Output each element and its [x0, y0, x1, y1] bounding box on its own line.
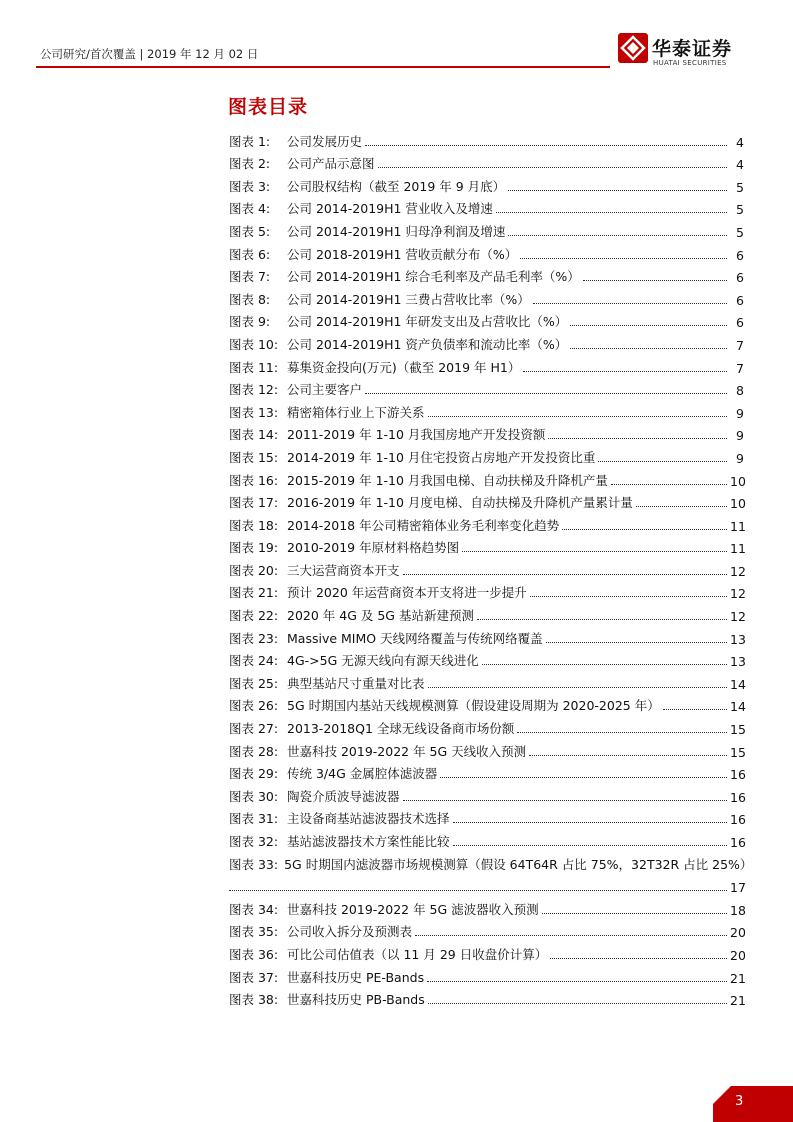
figure-title: 2011-2019 年 1-10 月我国房地产开发投资额	[287, 427, 546, 443]
figure-page: 12	[730, 586, 746, 602]
figure-title: 2013-2018Q1 全球无线设备商市场份额	[287, 721, 515, 737]
dot-leader	[428, 1003, 727, 1004]
figure-page: 20	[730, 925, 746, 941]
toc-row[interactable]	[229, 918, 744, 941]
toc-title: 图表目录	[228, 96, 309, 118]
toc-row[interactable]	[229, 601, 744, 624]
figure-label: 图表 22:	[229, 608, 279, 624]
figure-label: 图表 34:	[229, 901, 279, 917]
figure-page: 16	[730, 767, 746, 783]
dot-leader	[508, 235, 727, 236]
figure-title: 世嘉科技 2019-2022 年 5G 滤波器收入预测	[287, 901, 539, 917]
dot-leader	[403, 574, 727, 575]
dot-leader	[663, 709, 727, 710]
toc-row[interactable]	[229, 782, 744, 805]
page-number-tab	[713, 1086, 793, 1122]
figure-page: 9	[736, 405, 744, 421]
figure-page: 14	[730, 699, 746, 715]
figure-label: 图表 10:	[229, 336, 279, 352]
figure-label: 图表 19:	[229, 540, 279, 556]
figure-label: 图表 36:	[229, 946, 279, 962]
toc-row[interactable]	[229, 940, 744, 963]
toc-row[interactable]	[229, 760, 744, 783]
figure-title: 2010-2019 年原材料格趋势图	[287, 540, 460, 556]
dot-leader	[482, 664, 727, 665]
figure-page: 10	[730, 473, 746, 489]
figure-label: 图表 8:	[229, 291, 271, 307]
toc-row[interactable]	[229, 285, 744, 308]
dot-leader	[428, 687, 727, 688]
figure-page: 16	[730, 835, 746, 850]
figure-label: 图表 1:	[229, 133, 271, 149]
figure-page: 5	[736, 179, 744, 195]
figure-label: 图表 35:	[229, 924, 279, 940]
figure-title: 5G 时期国内基站天线规模测算（假设建设周期为 2020-2025 年）	[287, 698, 660, 714]
figure-title: 世嘉科技历史 PE-Bands	[287, 969, 425, 985]
figure-page: 16	[730, 812, 746, 828]
figure-label: 图表 12:	[229, 382, 279, 398]
figure-label: 图表 24:	[229, 653, 279, 669]
huatai-logo	[618, 33, 758, 71]
figure-label: 图表 32:	[229, 834, 279, 849]
dot-leader	[496, 212, 727, 213]
figure-title: 2015-2019 年 1-10 月我国电梯、自动扶梯及升降机产量	[287, 472, 608, 488]
toc-row[interactable]	[229, 895, 744, 918]
figure-page: 6	[736, 270, 744, 286]
dot-leader	[530, 596, 727, 597]
page-number: 3	[735, 1094, 744, 1109]
toc-row[interactable]	[229, 534, 744, 557]
figure-label: 图表 28:	[229, 743, 279, 759]
dot-leader	[427, 981, 727, 982]
figure-label: 图表 33:	[229, 856, 279, 872]
toc-row[interactable]	[229, 850, 753, 896]
dot-leader	[570, 348, 727, 349]
dot-leader	[453, 822, 727, 823]
figure-label: 图表 5:	[229, 223, 271, 239]
figure-title: 主设备商基站滤波器技术选择	[287, 811, 450, 827]
toc-row[interactable]	[229, 421, 744, 444]
figure-label: 图表 25:	[229, 675, 279, 691]
toc-row[interactable]	[229, 692, 744, 715]
toc-row[interactable]	[229, 172, 744, 195]
figure-label: 图表 13:	[229, 404, 279, 420]
figure-page: 13	[730, 654, 746, 670]
figure-label: 图表 23:	[229, 630, 279, 646]
figure-title: 公司股权结构（截至 2019 年 9 月底）	[287, 178, 506, 194]
toc-row[interactable]	[229, 217, 744, 240]
dot-leader	[517, 732, 727, 733]
figure-page: 18	[730, 902, 746, 918]
dot-leader	[229, 890, 727, 891]
toc-row[interactable]	[229, 624, 744, 647]
dot-leader	[550, 958, 727, 959]
figure-page: 13	[730, 631, 746, 647]
figure-label: 图表 38:	[229, 992, 279, 1008]
figure-page: 14	[730, 676, 746, 692]
figure-page: 21	[730, 993, 746, 1009]
figure-page: 12	[730, 563, 746, 579]
dot-leader	[365, 393, 727, 394]
dot-leader	[611, 484, 727, 485]
toc-row[interactable]	[229, 986, 744, 1009]
figure-page: 9	[736, 428, 744, 444]
dot-leader	[583, 280, 727, 281]
figure-title: Massive MIMO 天线网络覆盖与传统网络覆盖	[287, 630, 543, 646]
figure-page: 11	[730, 518, 746, 534]
figure-page: 10	[730, 496, 746, 512]
figure-page: 8	[736, 383, 744, 399]
figure-label: 图表 17:	[229, 495, 279, 511]
figure-title: 三大运营商资本开支	[287, 562, 400, 578]
toc-row[interactable]	[229, 489, 744, 512]
figure-label: 图表 29:	[229, 766, 279, 782]
figure-title: 5G 时期国内滤波器市场规模测算（假设 64T64R 占比 75%，32T32R 占比 25%）	[284, 856, 753, 872]
figure-title: 传统 3/4G 金属腔体滤波器	[287, 766, 438, 782]
figure-title: 公司 2014-2019H1 年研发支出及占营收比（%）	[287, 314, 568, 330]
figure-label: 图表 16:	[229, 472, 279, 488]
figure-label: 图表 31:	[229, 811, 279, 827]
toc-row[interactable]	[229, 376, 744, 399]
figure-title: 2020 年 4G 及 5G 基站新建预测	[287, 608, 474, 624]
figure-title: 基站滤波器技术方案性能比较	[287, 834, 450, 849]
toc-row[interactable]	[229, 579, 744, 602]
figure-title: 陶瓷介质波导滤波器	[287, 788, 400, 804]
figure-label: 图表 14:	[229, 427, 279, 443]
toc-row[interactable]	[229, 737, 744, 760]
dot-leader	[440, 777, 727, 778]
dot-leader	[562, 529, 727, 530]
dot-leader	[546, 642, 727, 643]
dot-leader	[365, 145, 727, 146]
huatai-logo-icon	[618, 33, 648, 63]
toc-row[interactable]	[229, 443, 744, 466]
dot-leader	[428, 416, 727, 417]
figure-title: 公司收入拆分及预测表	[287, 924, 413, 940]
figure-label: 图表 21:	[229, 585, 279, 601]
figure-page: 5	[736, 224, 744, 240]
figure-title: 公司 2014-2019H1 三费占营收比率（%）	[287, 291, 530, 307]
figure-title: 4G->5G 无源天线向有源天线进化	[287, 653, 479, 669]
toc-row[interactable]	[229, 714, 744, 737]
dot-leader	[598, 461, 727, 462]
toc-row[interactable]	[229, 150, 744, 173]
dot-leader	[508, 190, 727, 191]
figure-title: 公司 2014-2019H1 营业收入及增速	[287, 201, 493, 217]
figure-title: 公司 2014-2019H1 资产负债率和流动比率（%）	[287, 336, 568, 352]
figure-page: 5	[736, 202, 744, 218]
figure-page: 16	[730, 789, 746, 805]
figure-label: 图表 26:	[229, 698, 279, 714]
dot-leader	[403, 800, 727, 801]
dot-leader	[462, 551, 727, 552]
figure-label: 图表 18:	[229, 517, 279, 533]
toc-row[interactable]	[229, 963, 744, 986]
figure-label: 图表 27:	[229, 721, 279, 737]
toc-row[interactable]	[229, 240, 744, 263]
figure-page: 12	[730, 609, 746, 625]
figure-label: 图表 6:	[229, 246, 271, 262]
figure-title: 典型基站尺寸重量对比表	[287, 675, 425, 691]
toc-row[interactable]	[229, 466, 744, 489]
toc-row[interactable]	[229, 669, 744, 692]
figure-page: 7	[736, 360, 744, 376]
toc-row[interactable]	[229, 195, 744, 218]
dot-leader	[570, 325, 727, 326]
figure-label: 图表 20:	[229, 562, 279, 578]
figure-title: 募集资金投向(万元)（截至 2019 年 H1）	[287, 359, 521, 375]
figure-title: 公司发展历史	[287, 133, 363, 149]
figure-page: 6	[736, 292, 744, 308]
figure-label: 图表 37:	[229, 969, 279, 985]
toc-row[interactable]	[229, 805, 744, 828]
figure-page: 15	[730, 744, 746, 760]
brand-subtitle: HUATAI SECURITIES	[653, 59, 727, 67]
brand-name: 华泰证券	[652, 38, 733, 60]
figure-title: 公司 2014-2019H1 归母净利润及增速	[287, 223, 506, 239]
dot-leader	[415, 935, 727, 936]
dot-leader	[520, 258, 727, 259]
figure-page: 4	[736, 157, 744, 173]
toc-row[interactable]	[229, 127, 744, 150]
dot-leader	[378, 167, 727, 168]
dot-leader	[523, 371, 727, 372]
figure-label: 图表 4:	[229, 201, 271, 217]
figure-list	[229, 127, 753, 1009]
dot-leader	[533, 303, 727, 304]
dot-leader	[529, 755, 727, 756]
toc-row[interactable]	[229, 308, 744, 331]
figure-title: 公司产品示意图	[287, 156, 375, 172]
figure-page: 15	[730, 722, 746, 738]
figure-title: 公司 2018-2019H1 营收贡献分布（%）	[287, 246, 518, 262]
figure-title: 世嘉科技历史 PB-Bands	[287, 992, 425, 1008]
figure-page: 6	[736, 315, 744, 331]
header-divider	[36, 66, 610, 68]
header-breadcrumb: 公司研究/首次覆盖 | 2019 年 12 月 02 日	[40, 47, 259, 61]
figure-title: 世嘉科技 2019-2022 年 5G 天线收入预测	[287, 743, 527, 759]
figure-page: 7	[736, 337, 744, 353]
figure-label: 图表 7:	[229, 269, 271, 285]
figure-page: 11	[730, 541, 746, 557]
figure-label: 图表 9:	[229, 314, 271, 330]
figure-title: 公司 2014-2019H1 综合毛利率及产品毛利率（%）	[287, 269, 580, 285]
figure-page: 4	[736, 134, 744, 150]
dot-leader	[477, 619, 727, 620]
figure-title: 2014-2018 年公司精密箱体业务毛利率变化趋势	[287, 517, 560, 533]
figure-title: 精密箱体行业上下游关系	[287, 404, 425, 420]
figure-page: 17	[730, 880, 746, 896]
dot-leader	[548, 438, 727, 439]
figure-label: 图表 3:	[229, 178, 271, 194]
toc-row[interactable]	[229, 398, 744, 421]
figure-label: 图表 30:	[229, 788, 279, 804]
toc-row[interactable]	[229, 647, 744, 670]
figure-label: 图表 11:	[229, 359, 279, 375]
toc-row[interactable]	[229, 556, 744, 579]
toc-row[interactable]	[229, 330, 744, 353]
figure-title: 预计 2020 年运营商资本开支将进一步提升	[287, 585, 527, 601]
figure-title: 2016-2019 年 1-10 月度电梯、自动扶梯及升降机产量累计量	[287, 495, 633, 511]
figure-page: 21	[730, 970, 746, 986]
toc-row[interactable]	[229, 827, 744, 850]
toc-row[interactable]	[229, 511, 744, 534]
figure-title: 公司主要客户	[287, 382, 363, 398]
dot-leader	[542, 913, 727, 914]
figure-label: 图表 2:	[229, 156, 271, 172]
toc-row[interactable]	[229, 353, 744, 376]
figure-page: 20	[730, 947, 746, 963]
figure-page: 6	[736, 247, 744, 263]
figure-title: 2014-2019 年 1-10 月住宅投资占房地产开发投资比重	[287, 449, 596, 465]
dot-leader	[636, 506, 727, 507]
figure-title: 可比公司估值表（以 11 月 29 日收盘价计算）	[287, 946, 548, 962]
toc-row[interactable]	[229, 263, 744, 286]
dot-leader	[453, 845, 727, 846]
figure-page: 9	[736, 450, 744, 466]
figure-label: 图表 15:	[229, 449, 279, 465]
